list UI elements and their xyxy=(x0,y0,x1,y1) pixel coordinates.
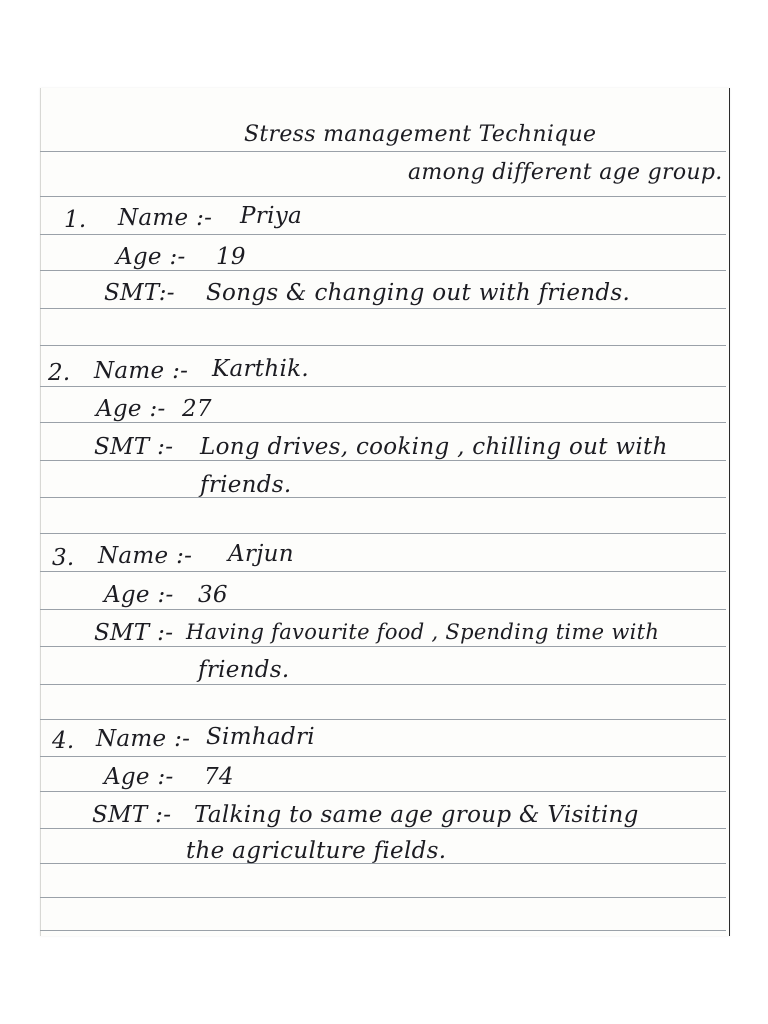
entry-3-smt-line-2: friends. xyxy=(198,657,290,683)
ruled-line xyxy=(40,897,726,898)
ruled-line xyxy=(40,533,726,534)
ruled-line xyxy=(40,308,726,309)
title-line-1: Stress management Technique xyxy=(244,122,597,147)
ruled-line xyxy=(40,345,726,346)
entry-2-name-label: Name :- xyxy=(94,358,189,384)
entry-2-age: 27 xyxy=(182,396,212,422)
entry-2-age-label: Age :- xyxy=(96,396,166,422)
entry-4-name-label: Name :- xyxy=(96,726,191,752)
entry-1-name: Priya xyxy=(240,203,303,229)
ruled-line xyxy=(40,719,726,720)
entry-2-name: Karthik. xyxy=(212,356,309,382)
entry-3-smt-label: SMT :- xyxy=(94,620,174,646)
entry-1-smt-label: SMT:- xyxy=(104,280,175,306)
entry-3-age-label: Age :- xyxy=(104,582,174,608)
ruled-line xyxy=(40,460,726,461)
entry-3-number: 3. xyxy=(52,545,75,571)
ruled-line xyxy=(40,571,726,572)
entry-1-smt-line-1: Songs & changing out with friends. xyxy=(206,280,631,306)
ruled-line xyxy=(40,234,726,235)
ruled-line xyxy=(40,151,726,152)
entry-4-smt-label: SMT :- xyxy=(92,802,172,828)
ruled-line xyxy=(40,386,726,387)
entry-2-smt-line-2: friends. xyxy=(200,472,292,498)
ruled-line xyxy=(40,196,726,197)
entry-1-age: 19 xyxy=(216,244,246,270)
entry-3-smt-line-1: Having favourite food , Spending time with xyxy=(186,620,660,644)
ruled-line xyxy=(40,609,726,610)
entry-4-smt-line-2: the agriculture fields. xyxy=(186,838,447,864)
entry-3-name: Arjun xyxy=(228,541,294,567)
ruled-line xyxy=(40,828,726,829)
entry-4-number: 4. xyxy=(52,728,75,754)
entry-3-name-label: Name :- xyxy=(98,543,193,569)
entry-4-name: Simhadri xyxy=(206,724,315,750)
entry-4-age-label: Age :- xyxy=(104,764,174,790)
entry-2-smt-label: SMT :- xyxy=(94,434,174,460)
entry-3-age: 36 xyxy=(198,582,228,608)
ruled-line xyxy=(40,684,726,685)
title-line-2: among different age group. xyxy=(408,160,723,185)
ruled-line xyxy=(40,422,726,423)
entry-4-age: 74 xyxy=(204,764,234,790)
entry-2-number: 2. xyxy=(48,360,71,386)
entry-4-smt-line-1: Talking to same age group & Visiting xyxy=(194,802,639,828)
ruled-line xyxy=(40,791,726,792)
ruled-line xyxy=(40,756,726,757)
ruled-line xyxy=(40,497,726,498)
ruled-line xyxy=(40,930,726,931)
ruled-line xyxy=(40,646,726,647)
entry-1-age-label: Age :- xyxy=(116,244,186,270)
ruled-line xyxy=(40,270,726,271)
entry-2-smt-line-1: Long drives, cooking , chilling out with xyxy=(200,434,668,460)
entry-1-number: 1. xyxy=(64,207,87,233)
entry-1-name-label: Name :- xyxy=(118,205,213,231)
